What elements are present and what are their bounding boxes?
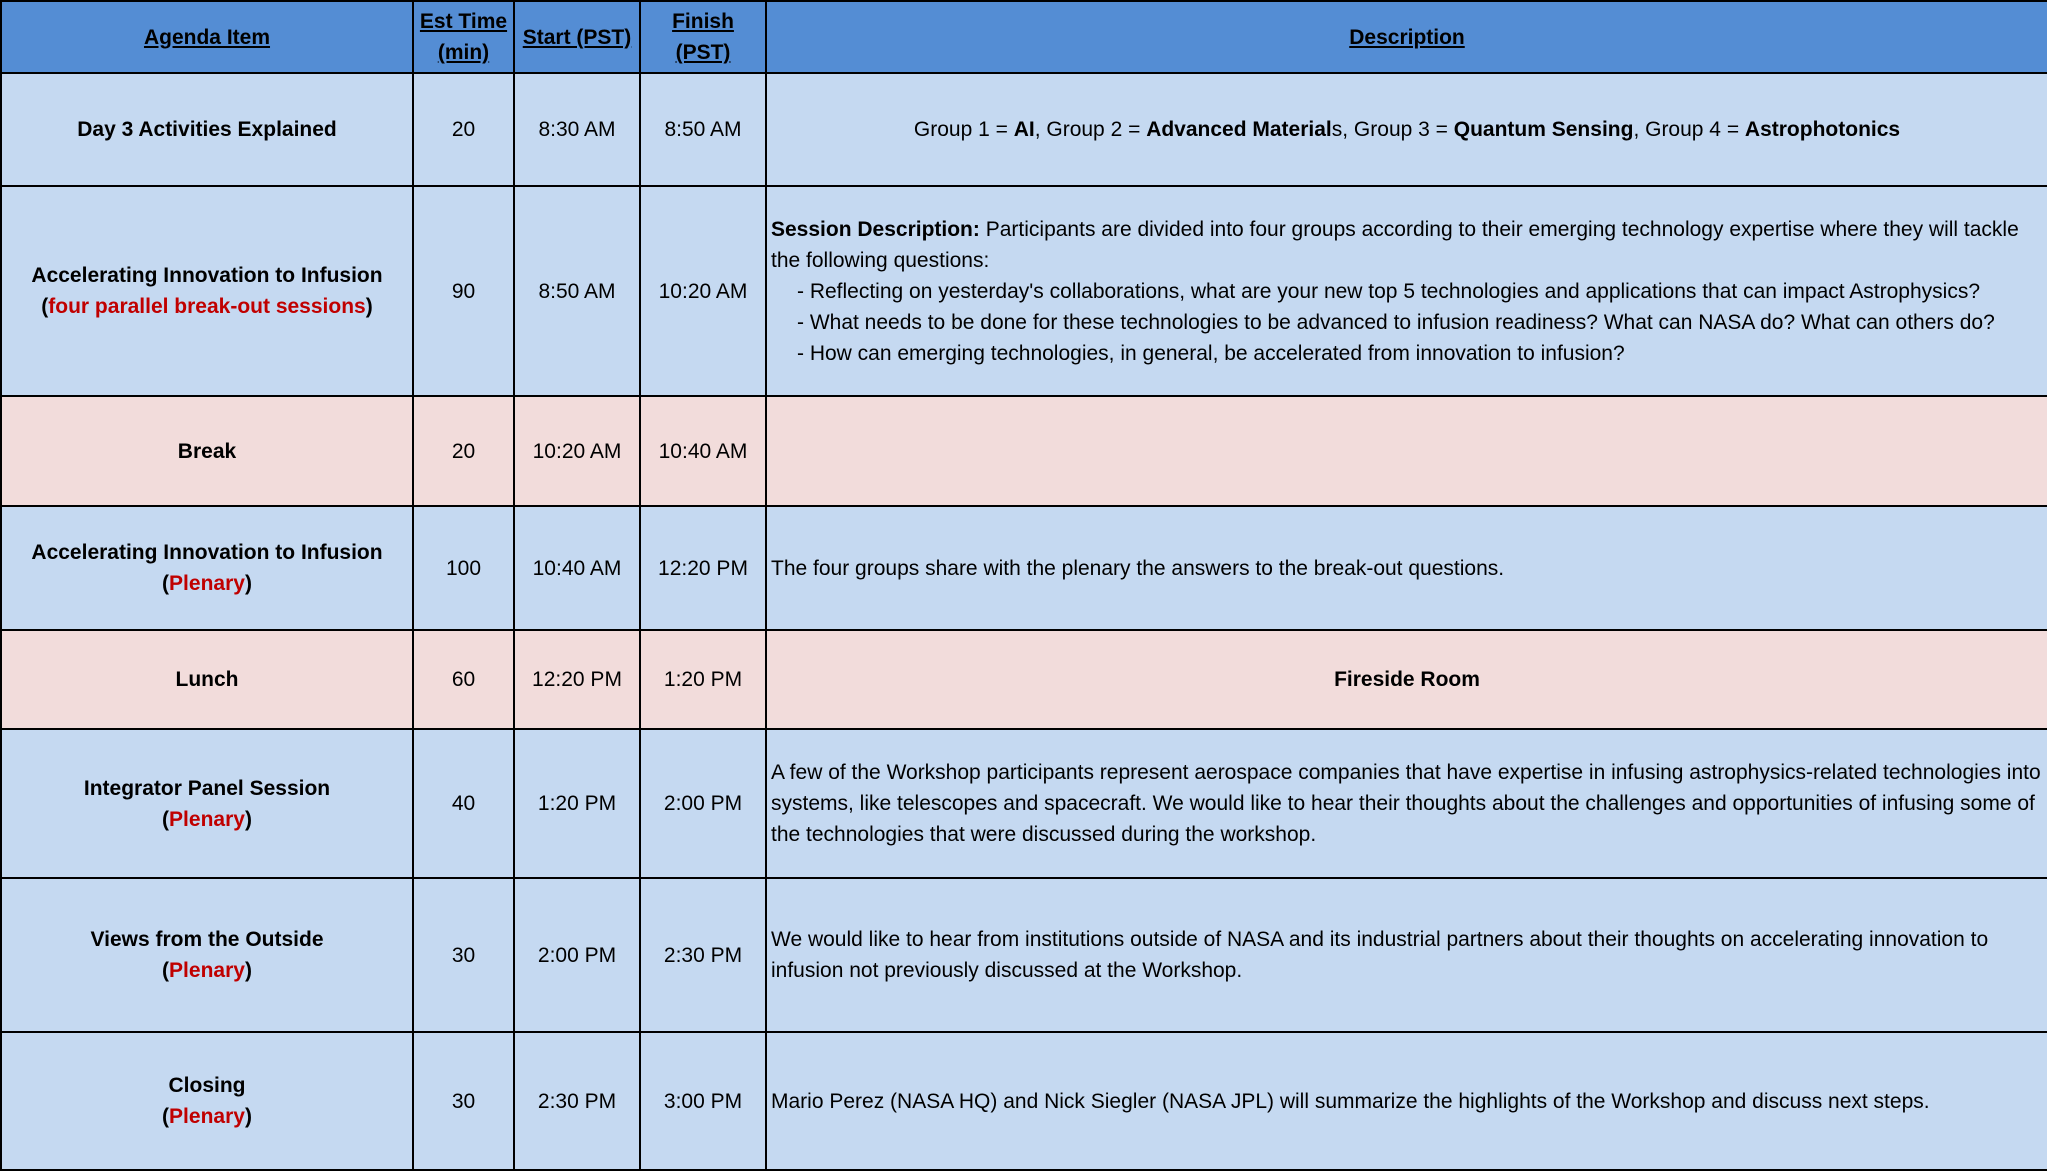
group-name: Advanced Material [1146, 118, 1332, 141]
table-row [1, 729, 2047, 878]
table-row [1, 73, 2047, 186]
paren: ( [162, 1105, 170, 1128]
agenda-item-title: Accelerating Innovation to Infusion [31, 264, 383, 287]
agenda-item [1, 186, 413, 396]
finish-cell: 10:20 AM [640, 186, 766, 396]
desc-text: , Group 2 = [1034, 118, 1147, 141]
start-cell: 10:40 AM [514, 506, 640, 630]
est-time-cell: 100 [413, 506, 514, 630]
start-cell: 1:20 PM [514, 729, 640, 878]
table-row [1, 186, 2047, 396]
table-row [1, 878, 2047, 1032]
table-row [1, 1032, 2047, 1170]
agenda-item-title: Closing [168, 1074, 246, 1097]
agenda-item-title: Integrator Panel Session [83, 776, 331, 800]
paren: ) [244, 807, 252, 831]
finish-cell: 3:00 PM [640, 1032, 766, 1170]
agenda-item [1, 630, 413, 729]
desc-text: Group 1 = [913, 118, 1014, 141]
header-finish: Finish (PST) [640, 1, 766, 73]
session-type: Plenary [169, 807, 245, 831]
table-row [1, 506, 2047, 630]
group-name: Astrophotonics [1744, 118, 1901, 141]
est-time-cell: 20 [413, 73, 514, 186]
finish-cell: 12:20 PM [640, 506, 766, 630]
start-cell: 8:30 AM [514, 73, 640, 186]
description-cell [766, 73, 2047, 186]
agenda-item-title: Accelerating Innovation to Infusion [31, 541, 383, 564]
agenda-item [1, 396, 413, 506]
agenda-item-subtitle [6, 568, 408, 599]
table-row [1, 630, 2047, 729]
description-cell: A few of the Workshop participants represent aerospace companies that have expertise in infusing astrophysics-related technologies into systems, like telescopes and spacecraft. We would like to hear their thoughts about the challenges and opportunities of infusing some of the technologies that were discussed during the workshop. [766, 729, 2047, 878]
paren: ( [162, 807, 170, 831]
est-time-cell: 60 [413, 630, 514, 729]
session-description-text: Participants are divided into four groups according to their emerging technology expertise where they will tackle the following questions: [771, 217, 2019, 272]
agenda-item-title: Day 3 Activities Explained [77, 118, 337, 141]
paren: ) [365, 295, 373, 318]
desc-text: s, Group 3 = [1331, 118, 1454, 141]
session-description-label: Session Description: [771, 217, 980, 241]
paren: ( [162, 959, 170, 982]
description-cell: Mario Perez (NASA HQ) and Nick Siegler (NASA JPL) will summarize the highlights of the Workshop and discuss next steps. [766, 1032, 2047, 1170]
agenda-item-subtitle [6, 955, 408, 986]
est-time-cell: 90 [413, 186, 514, 396]
agenda-item-subtitle [6, 291, 408, 322]
header-row [1, 1, 2047, 73]
paren: ( [41, 295, 49, 318]
start-cell: 8:50 AM [514, 186, 640, 396]
start-cell: 12:20 PM [514, 630, 640, 729]
session-type: Plenary [169, 572, 245, 595]
est-time-cell: 20 [413, 396, 514, 506]
session-type: four parallel break-out sessions [48, 295, 366, 318]
list-item: - How can emerging technologies, in general, be accelerated from innovation to infusion? [797, 338, 2043, 369]
session-description [771, 214, 2043, 276]
description-cell [766, 396, 2047, 506]
agenda-item-title: Views from the Outside [90, 928, 324, 951]
header-start: Start (PST) [514, 1, 640, 73]
start-cell: 10:20 AM [514, 396, 640, 506]
paren: ) [244, 572, 252, 595]
header-agenda-item: Agenda Item [1, 1, 413, 73]
start-cell: 2:30 PM [514, 1032, 640, 1170]
finish-cell: 1:20 PM [640, 630, 766, 729]
description-cell [766, 186, 2047, 396]
agenda-item-subtitle [6, 804, 408, 835]
finish-cell: 2:30 PM [640, 878, 766, 1032]
group-name: AI [1013, 118, 1035, 141]
agenda-item [1, 878, 413, 1032]
agenda-item [1, 506, 413, 630]
description-cell: We would like to hear from institutions outside of NASA and its industrial partners about their thoughts on accelerating innovation to infusion not previously discussed at the Workshop. [766, 878, 2047, 1032]
paren: ) [244, 959, 252, 982]
list-item: - What needs to be done for these technologies to be advanced to infusion readiness? What can NASA do? What can others do? [797, 307, 2043, 338]
header-est-time: Est Time (min) [413, 1, 514, 73]
agenda-item [1, 1032, 413, 1170]
header-description: Description [766, 1, 2047, 73]
question-list [771, 276, 2043, 369]
group-name: Quantum Sensing [1453, 118, 1634, 141]
session-type: Plenary [169, 959, 245, 982]
desc-text: , Group 4 = [1633, 118, 1745, 141]
est-time-cell: 30 [413, 1032, 514, 1170]
table-row [1, 396, 2047, 506]
finish-cell: 10:40 AM [640, 396, 766, 506]
finish-cell: 2:00 PM [640, 729, 766, 878]
session-type: Plenary [169, 1105, 245, 1128]
agenda-item-title: Break [177, 439, 237, 463]
description-cell: Fireside Room [766, 630, 2047, 729]
paren: ) [244, 1105, 252, 1128]
description-cell: The four groups share with the plenary the answers to the break-out questions. [766, 506, 2047, 630]
est-time-cell: 30 [413, 878, 514, 1032]
agenda-item [1, 73, 413, 186]
finish-cell: 8:50 AM [640, 73, 766, 186]
paren: ( [162, 572, 170, 595]
est-time-cell: 40 [413, 729, 514, 878]
agenda-item-title: Lunch [175, 668, 239, 691]
start-cell: 2:00 PM [514, 878, 640, 1032]
agenda-item [1, 729, 413, 878]
list-item: - Reflecting on yesterday's collaborations, what are your new top 5 technologies and applications that can impact Astrophysics? [797, 276, 2043, 307]
agenda-item-subtitle [6, 1101, 408, 1132]
